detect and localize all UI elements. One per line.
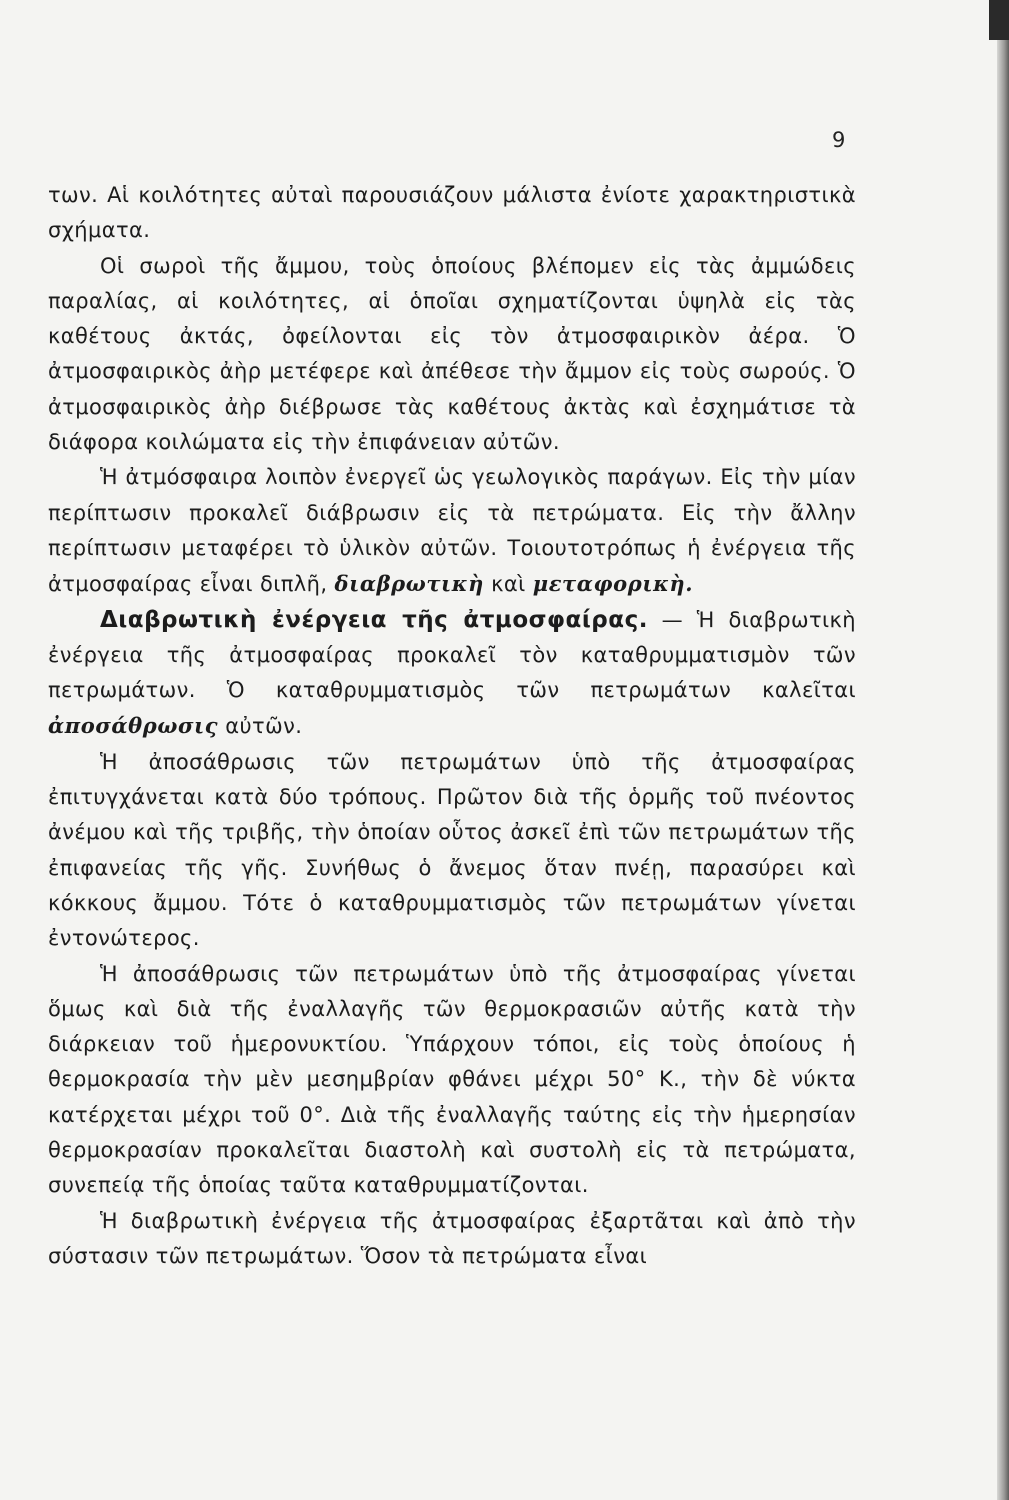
body-text [48, 178, 856, 1274]
paragraph-6: Ἡ ἀποσάθρωσις τῶν πετρωμάτων ὑπὸ τῆς ἀτμοσφαίρας γίνεται ὅμως καὶ διὰ τῆς ἐναλλαγῆς τῶν θερμοκρασιῶν αὐτῆς κατὰ τὴν διάρκειαν τοῦ ἡμερονυκτίου. Ὑπάρχουν τόποι, εἰς τοὺς ὁποίους ἡ θερμοκρασία τὴν μὲν μεσημβρίαν φθάνει μέχρι 50° Κ., τὴν δὲ νύκτα κατέρχεται μέχρι τοῦ 0°. Διὰ τῆς ἐναλλαγῆς ταύτης εἰς τὴν ἡμερησίαν θερμοκρασίαν προκαλεῖται διαστολὴ καὶ συστολὴ εἰς τὰ πετρώματα, συνεπείᾳ τῆς ὁποίας ταῦτα καταθρυμματίζονται. [48, 961, 856, 1198]
page-edge [997, 0, 1009, 1500]
term-aposathrosis: ἀποσάθρωσις [48, 713, 219, 739]
paragraph-4-text: — Ἡ διαβρωτικὴ ἐνέργεια τῆς ἀτμοσφαίρας προκαλεῖ τὸν καταθρυμματισμὸν τῶν πετρωμάτων. Ὁ καταθρυμματισμὸς τῶν πετρωμάτων καλεῖται [48, 607, 856, 703]
conjunction: καὶ [491, 572, 526, 597]
paragraph-3-text: Ἡ ἀτμόσφαιρα λοιπὸν ἐνεργεῖ ὡς γεωλογικὸς παράγων. Εἰς τὴν μίαν περίπτωσιν προκαλεῖ διάβρωσιν εἰς τὰ πετρώματα. Εἰς τὴν ἄλλην περίπτωσιν μεταφέρει τὸ ὑλικὸν αὐτῶν. Τοιουτοτρόπως ἡ ἐνέργεια τῆς ἀτμοσφαίρας εἶναι διπλῆ, [48, 465, 856, 597]
paragraph-1: των. Αἱ κοιλότητες αὐταὶ παρουσιάζουν μάλιστα ἐνίοτε χαρακτηριστικὰ σχήματα. [48, 183, 856, 243]
paragraph-5: Ἡ ἀποσάθρωσις τῶν πετρωμάτων ὑπὸ τῆς ἀτμοσφαίρας ἐπιτυγχάνεται κατὰ δύο τρόπους. Πρῶτον διὰ τῆς ὁρμῆς τοῦ πνέοντος ἀνέμου καὶ τῆς τριβῆς, τὴν ὁποίαν οὗτος ἀσκεῖ ἐπὶ τῶν πετρωμάτων τῆς ἐπιφανείας τῆς γῆς. Συνήθως ὁ ἄνεμος ὅταν πνέῃ, παρασύρει καὶ κόκκους ἄμμου. Τότε ὁ καταθρυμματισμὸς τῶν πετρωμάτων γίνεται ἐντονώτερος. [48, 749, 856, 951]
paragraph-7: Ἡ διαβρωτικὴ ἐνέργεια τῆς ἀτμοσφαίρας ἐξαρτᾶται καὶ ἀπὸ τὴν σύστασιν τῶν πετρωμάτων. Ὅσον τὰ πετρώματα εἶναι [48, 1208, 856, 1268]
paragraph-3 [48, 460, 856, 602]
term-diavrotiki: διαβρωτικὴ [334, 571, 485, 597]
section-heading: Διαβρωτικὴ ἐνέργεια τῆς ἀτμοσφαίρας. [100, 606, 648, 633]
paragraph-4 [48, 603, 856, 745]
paragraph-2: Οἱ σωροὶ τῆς ἄμμου, τοὺς ὁποίους βλέπομεν εἰς τὰς ἀμμώδεις παραλίας, αἱ κοιλότητες, αἱ ὁποῖαι σχηματίζονται ὑψηλὰ εἰς τὰς καθέτους ἀκτάς, ὀφείλονται εἰς τὸν ἀτμοσφαιρικὸν ἀέρα. Ὁ ἀτμοσφαιρικὸς ἀὴρ μετέφερε καὶ ἀπέθεσε τὴν ἄμμον εἰς τοὺς σωρούς. Ὁ ἀτμοσφαιρικὸς ἀὴρ διέβρωσε τὰς καθέτους ἀκτὰς καὶ ἐσχημάτισε τὰ διάφορα κοιλώματα εἰς τὴν ἐπιφάνειαν αὐτῶν. [48, 253, 856, 455]
paragraph-4-end: αὐτῶν. [225, 714, 303, 739]
page-edge-shadow [989, 0, 1009, 40]
term-metaforiki: μεταφορικὴ. [532, 571, 694, 597]
page-number: 9 [832, 128, 846, 152]
